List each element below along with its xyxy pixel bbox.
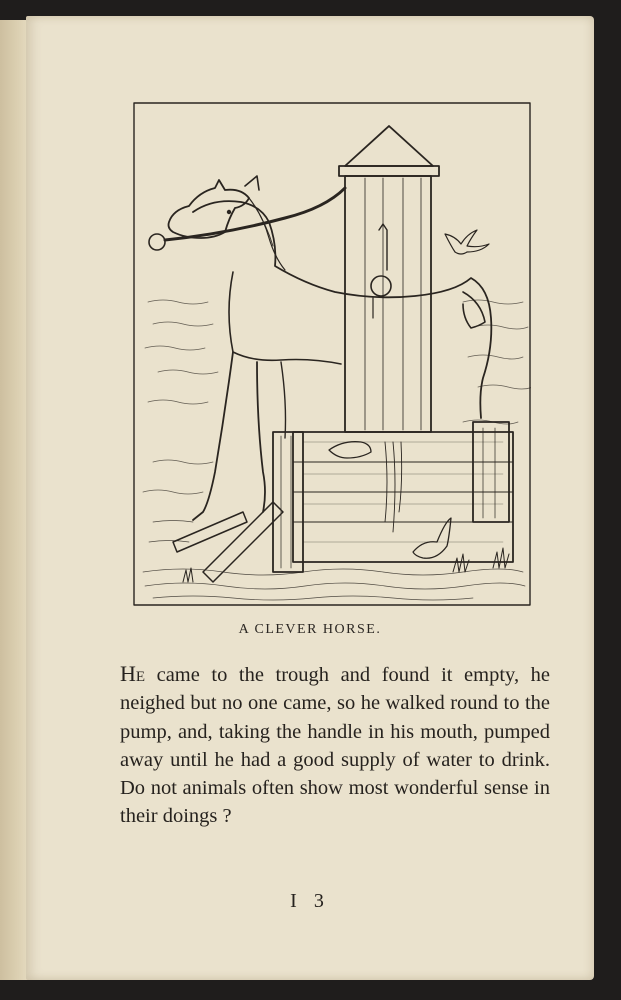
lead-word: He (120, 661, 146, 686)
body-paragraph (120, 660, 550, 831)
horse-pump-illustration (133, 102, 531, 606)
book-page (26, 16, 594, 980)
page-number: I 3 (290, 890, 330, 912)
illustration-caption: A CLEVER HORSE. (238, 622, 382, 637)
body-text: came to the trough and found it empty, he neighed but no one came, so he walked round to the pump, and, taking the handle in his mouth, pumped away until he had a good supply of water to drink. Do not animals often show most wonderful sense in their doings ? (120, 664, 550, 828)
